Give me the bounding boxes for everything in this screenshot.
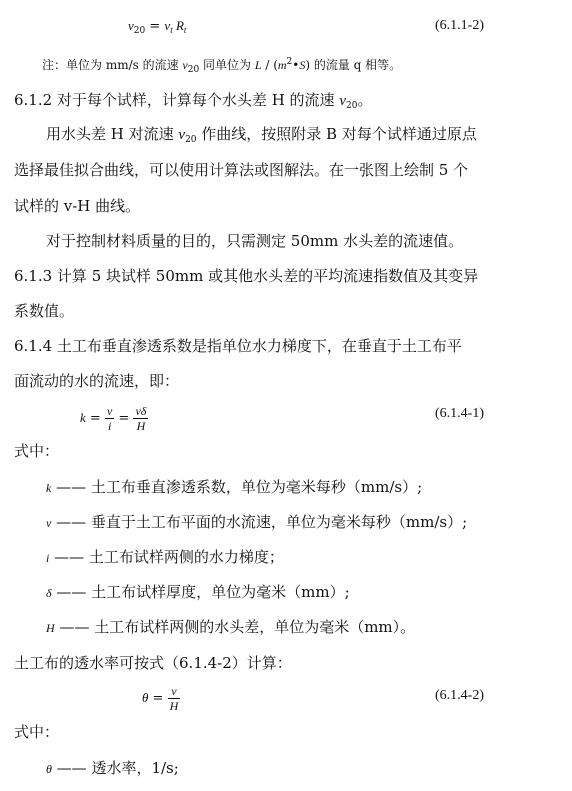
paragraph-2: 对于控制材料质量的目的，只需测定 50mm 水头差的流速值。 [46,232,464,250]
p1-line1a: 用水头差 H 对流速 [46,125,179,143]
note-unit-close: ) [305,58,311,72]
eq2-f1-denominator: i [107,419,112,433]
eq2-fraction-2 [133,404,148,433]
section-6-1-3-line-1: 6.1.3 计算 5 块试样 50mm 或其他水头差的平均流速指数值及其变异 [14,267,479,285]
note-unit-l: L [254,58,262,72]
definition-v [46,512,467,533]
definition-h [46,617,415,638]
eq2-k: k [80,410,86,425]
note-unit-s: S [299,58,306,72]
eq2-f1-numerator: v [106,404,113,418]
eq3-fraction [168,684,181,713]
equation-number-6-1-4-1: (6.1.4-1) [435,406,484,421]
section-6-1-3-line-2: 系数值。 [14,302,75,320]
eq-rhs-r-sub: t [183,25,187,35]
eq2-equals-1: = [85,411,105,426]
equation-6-1-4-1 [80,402,148,435]
paragraph-1-line-2: 选择最佳拟合曲线，可以使用计算法或图解法。在一张图上绘制 5 个 [14,161,469,179]
def-text-theta: —— 透水率，1/s; [51,759,179,777]
def-text-h: —— 土工布试样两侧的水头差，单位为毫米（mm）。 [54,618,416,636]
note-unit-m-sup: 2 [286,57,293,67]
section-6-1-2-text: 6.1.2 对于每个试样，计算每个水头差 H 的流速 [14,91,340,109]
def-text-i: —— 土工布试样两侧的水力梯度； [49,548,284,566]
eq3-theta: θ [142,690,149,705]
equation-number-6-1-1-2: (6.1.1-2) [435,18,484,33]
section-6-1-2 [14,90,372,116]
eq2-f2-numerator: vδ [135,404,147,418]
def-symbol-h: H [46,621,55,635]
note-v-sub: 20 [187,65,200,75]
def-text-v: —— 垂直于土工布平面的水流速，单位为毫米每秒（mm/s）; [51,513,468,531]
eq-lhs-v: v [128,18,134,33]
eq3-denominator: H [169,699,179,713]
note-mid: 同单位为 [199,58,255,72]
eq-rhs-r: R [172,18,184,33]
def-text-delta: —— 土工布试样厚度，单位为毫米（mm）; [51,583,350,601]
definition-k [46,477,422,498]
def-text-k: —— 土工布垂直渗透系数，单位为毫米每秒（mm/s）; [51,478,423,496]
note-unit-open: / ( [261,58,278,72]
def-symbol-v: v [46,516,52,530]
eq2-fraction-1 [105,404,114,433]
def-symbol-delta: δ [46,586,52,600]
eq-equals: = [145,19,165,34]
def-symbol-k: k [46,481,52,495]
note-prefix: 注：单位为 mm/s 的流速 [42,58,183,72]
eq-rhs-v: v [164,18,171,33]
section-6-1-2-v: v [339,93,346,109]
note-suffix: 的流量 q 相等。 [310,58,402,72]
equation-6-1-4-2 [142,682,180,715]
definition-delta [46,582,350,603]
eq-lhs-sub: 20 [133,26,146,36]
eq2-equals-2: = [114,411,134,426]
section-6-1-2-end: 。 [357,91,373,109]
note-unit-m: m [277,58,287,72]
section-6-1-4-line-2: 面流动的水的流速，即： [14,372,180,390]
def-symbol-theta: θ [46,762,52,776]
def-symbol-i: i [46,551,50,565]
definition-theta [46,758,179,779]
paragraph-1-line-3: 试样的 v-H 曲线。 [14,197,141,215]
section-6-1-4-line-1: 6.1.4 土工布垂直渗透系数是指单位水力梯度下，在垂直于土工布平 [14,337,462,355]
p1-v: v [178,127,186,143]
note-v: v [182,58,188,72]
eq3-equals: = [148,691,168,706]
eq2-f2-denominator: H [136,419,146,433]
equation-6-1-1-2 [128,16,186,41]
note-unit-dot: • [292,58,300,72]
paragraph-1-line-1 [46,124,477,150]
p1-line1b: 作曲线，按照附录 B 对每个试样通过原点 [196,125,477,143]
equation-number-6-1-4-2: (6.1.4-2) [435,688,484,703]
definition-i [46,547,284,568]
permittivity-intro: 土工布的透水率可按式（6.1.4-2）计算： [14,654,292,672]
section-6-1-2-v-sub: 20 [346,101,358,111]
eq3-numerator: v [168,684,181,699]
where-label-2: 式中： [14,723,60,741]
eq-rhs-v-sub: t [170,25,173,35]
p1-v-sub: 20 [185,135,197,145]
note-line [42,52,401,80]
where-label-1: 式中： [14,442,60,460]
